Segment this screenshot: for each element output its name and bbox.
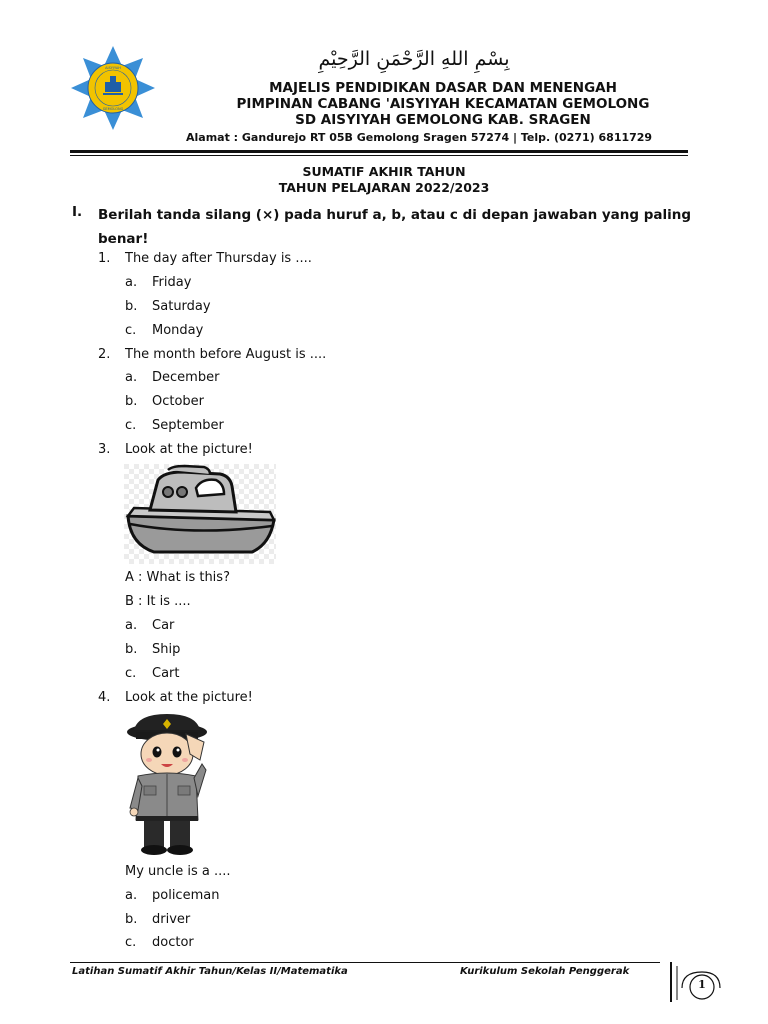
ship-illustration [124, 464, 276, 564]
header-divider-thin [70, 155, 688, 156]
option-letter: a. [125, 888, 138, 903]
option-letter: b. [125, 912, 138, 927]
school-name: SD AISYIYAH GEMOLONG KAB. SRAGEN [295, 112, 591, 128]
option-text: doctor [152, 935, 194, 950]
option-text: Ship [152, 642, 181, 657]
option-letter: a. [125, 618, 138, 633]
option-text: Saturday [152, 299, 211, 314]
question-text: Look at the picture! [125, 690, 253, 705]
page-number: 1 [698, 978, 706, 991]
bismillah-heading: بِسْمِ اللهِ الرَّحْمَنِ الرَّحِيْمِ [318, 48, 510, 70]
svg-text:GEMOLONG: GEMOLONG [102, 107, 124, 111]
dialog-line-a: A : What is this? [125, 570, 230, 585]
footer-divider [70, 962, 660, 963]
option-text: October [152, 394, 205, 409]
option-text: September [152, 418, 224, 433]
school-address: Alamat : Gandurejo RT 05B Gemolong Sragen 57274 | Telp. (0271) 6811729 [186, 131, 653, 144]
org-name-line1: MAJELIS PENDIDIKAN DASAR DAN MENENGAH [269, 80, 617, 96]
option-letter: c. [125, 418, 137, 433]
option-text: Friday [152, 275, 192, 290]
option-letter: c. [125, 666, 137, 681]
svg-text:AISYIYAH: AISYIYAH [105, 66, 121, 70]
option-text: driver [152, 912, 191, 927]
question-number: 4. [98, 690, 111, 705]
option-letter: b. [125, 642, 138, 657]
option-text: policeman [152, 888, 220, 903]
dialog-line-b: B : It is .... [125, 594, 191, 609]
option-letter: b. [125, 394, 138, 409]
org-name-line2: PIMPINAN CABANG 'AISYIYAH KECAMATAN GEMOLONG [236, 96, 650, 112]
footer-left-text: Latihan Sumatif Akhir Tahun/Kelas II/Matematika [72, 966, 348, 977]
option-text: Monday [152, 323, 204, 338]
option-letter: c. [125, 323, 137, 338]
option-letter: b. [125, 299, 138, 314]
option-text: Cart [152, 666, 180, 681]
policeman-illustration [124, 712, 210, 856]
option-text: Car [152, 618, 175, 633]
header-divider-thick [70, 150, 688, 153]
question-number: 1. [98, 251, 111, 266]
question-text: The day after Thursday is .... [125, 251, 312, 266]
exam-year: TAHUN PELAJARAN 2022/2023 [278, 180, 490, 195]
question-number: 2. [98, 347, 111, 362]
section-instruction: Berilah tanda silang (×) pada huruf a, b, atau c di depan jawaban yang paling benar! [98, 207, 692, 247]
option-letter: a. [125, 275, 138, 290]
option-text: December [152, 370, 220, 385]
option-letter: c. [125, 935, 137, 950]
footer-right-text: Kurikulum Sekolah Penggerak [460, 966, 630, 977]
question-text: Look at the picture! [125, 442, 253, 457]
question-number: 3. [98, 442, 111, 457]
question-prompt: My uncle is a .... [125, 864, 231, 879]
question-text: The month before August is .... [125, 347, 327, 362]
option-letter: a. [125, 370, 138, 385]
section-number: I. [72, 204, 83, 220]
exam-title: SUMATIF AKHIR TAHUN [302, 164, 466, 179]
